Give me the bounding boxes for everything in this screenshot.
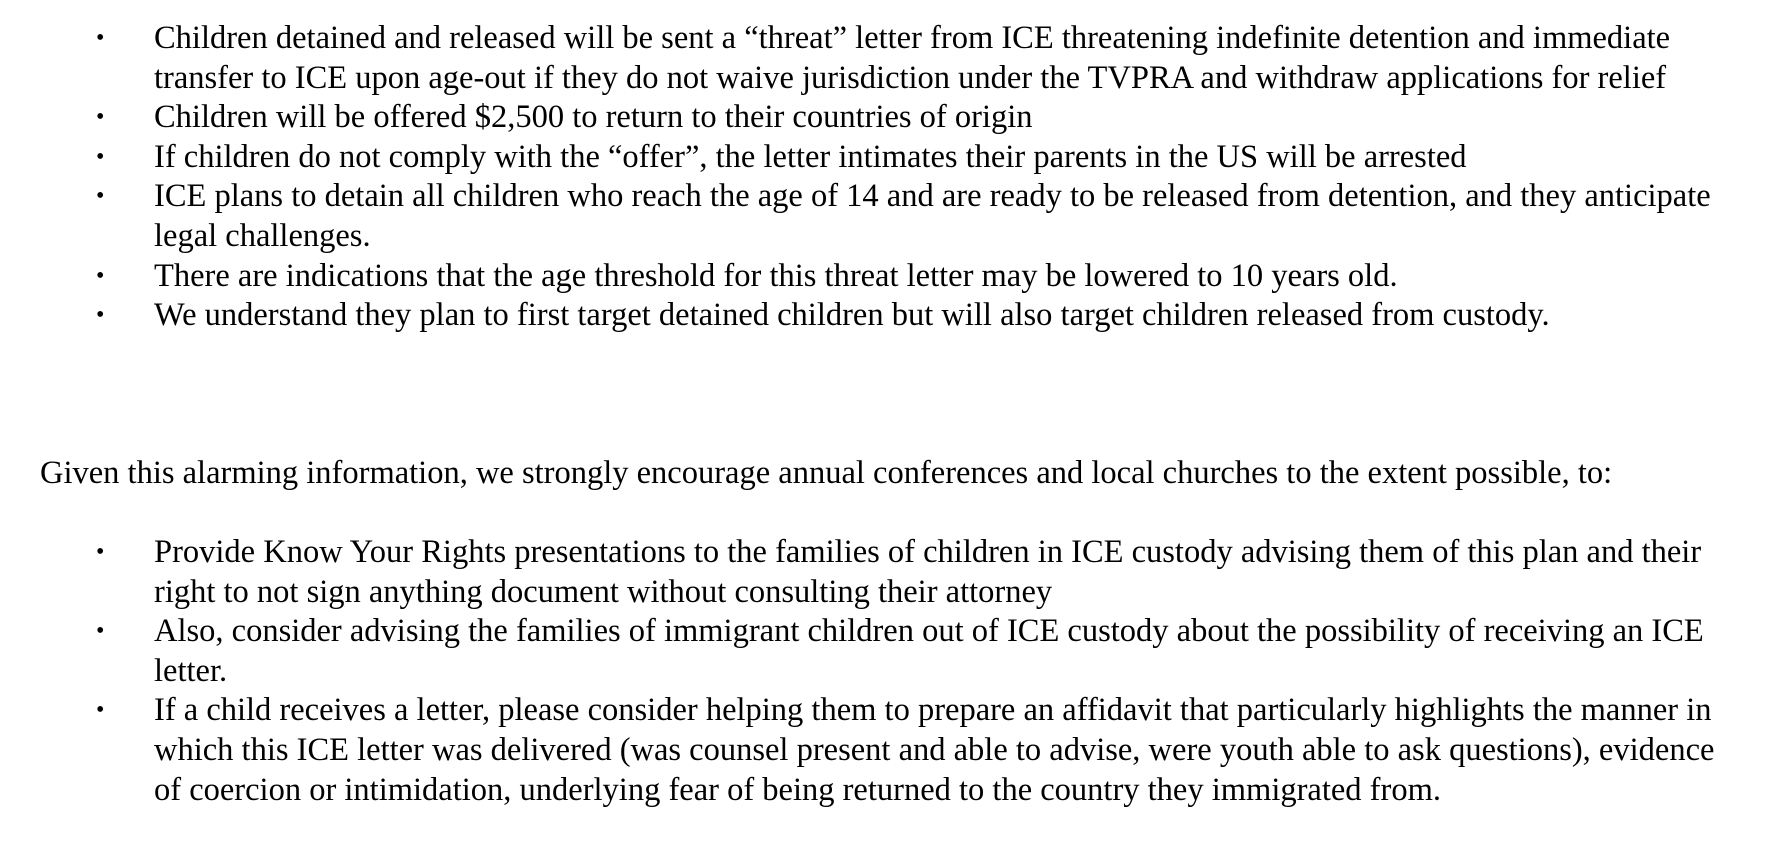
- bullet-list-concerns: [0, 19, 1772, 336]
- list-item: • Children will be offered $2,500 to return to their countries of origin: [0, 98, 1772, 138]
- bullet-list-recommendations: [0, 533, 1772, 810]
- list-item: • Also, consider advising the families of immigrant children out of ICE custody about the possibility of receiving an ICE letter.: [0, 612, 1772, 691]
- list-item: • We understand they plan to first target detained children but will also target children released from custody.: [0, 296, 1772, 336]
- list-item: • There are indications that the age threshold for this threat letter may be lowered to 10 years old.: [0, 257, 1772, 297]
- list-item: • Provide Know Your Rights presentations to the families of children in ICE custody advising them of this plan and their right to not sign anything document without consulting their attorney: [0, 533, 1772, 612]
- list-item: • Children detained and released will be sent a “threat” letter from ICE threatening indefinite detention and immediate transfer to ICE upon age-out if they do not waive jurisdiction under the TVPRA and withdraw applications for relief: [0, 19, 1772, 98]
- list-item: • If a child receives a letter, please consider helping them to prepare an affidavit that particularly highlights the manner in which this ICE letter was delivered (was counsel present and able to advise, were youth able to ask questions), evidence of coercion or intimidation, underlying fear of being returned to the country they immigrated from.: [0, 691, 1772, 810]
- body-paragraph: Given this alarming information, we strongly encourage annual conferences and local churches to the extent possible, to:: [40, 455, 1613, 491]
- list-item: • ICE plans to detain all children who reach the age of 14 and are ready to be released from detention, and they anticipate legal challenges.: [0, 177, 1772, 256]
- list-item: • If children do not comply with the “offer”, the letter intimates their parents in the US will be arrested: [0, 138, 1772, 178]
